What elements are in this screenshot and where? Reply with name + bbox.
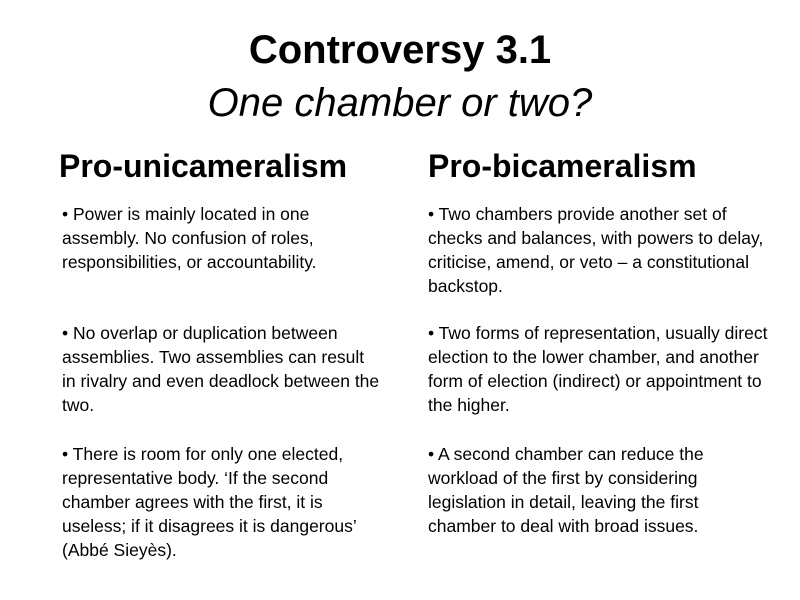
list-item: • A second chamber can reduce the workload of the first by considering legislation in detail, leaving the first chamber to deal with broad issues.: [428, 444, 704, 536]
pro-unicameralism-heading: Pro-unicameralism: [59, 148, 348, 184]
list-item: • No overlap or duplication between assemblies. Two assemblies can result in rivalry and even deadlock between the two.: [62, 323, 380, 415]
list-item: • Two chambers provide another set of checks and balances, with powers to delay, criticise, amend, or veto – a constitutional backstop.: [428, 204, 764, 296]
slide-title: Controversy 3.1: [248, 28, 552, 72]
pro-bicameralism-heading: Pro-bicameralism: [428, 148, 697, 184]
list-item: • Power is mainly located in one assembly. No confusion of roles, responsibilities, or accountability.: [62, 204, 317, 272]
list-item: • Two forms of representation, usually direct election to the lower chamber, and another form of election (indirect) or appointment to the higher.: [428, 323, 768, 415]
slide-subtitle: One chamber or two?: [207, 81, 593, 125]
list-item: • There is room for only one elected, representative body. ‘If the second chamber agrees with the first, it is useless; if it disagrees it is dangerous’ (Abbé Sieyès).: [62, 444, 357, 560]
